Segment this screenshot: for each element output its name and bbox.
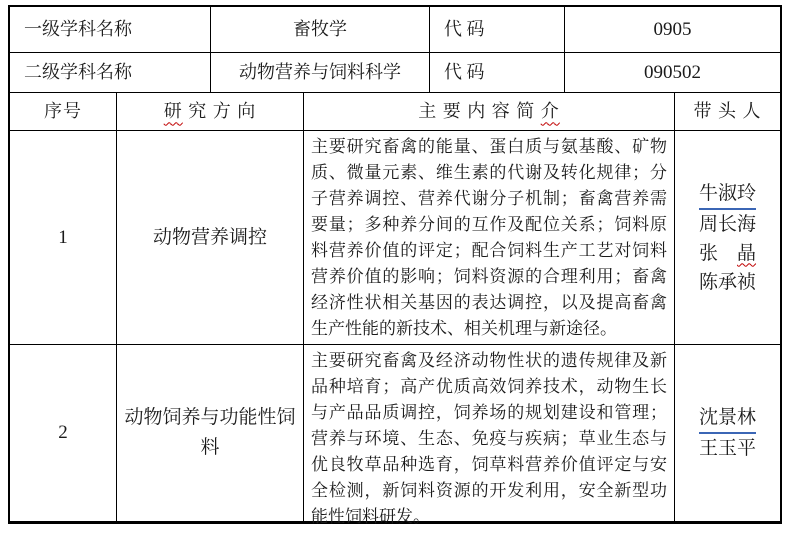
spellcheck-squiggle: 研	[163, 101, 183, 122]
code-label: 代 码	[430, 53, 565, 93]
row-index: 1	[10, 131, 117, 345]
leader-list	[675, 345, 780, 522]
leader-list	[675, 131, 780, 345]
research-direction: 动物营养调控	[117, 131, 304, 345]
discipline-table	[8, 5, 782, 524]
col-header-research-direction	[117, 93, 304, 131]
col-header-main-content	[304, 93, 675, 131]
table-row	[10, 345, 780, 526]
first-level-discipline-value: 畜牧学	[211, 7, 430, 53]
leader-name	[699, 239, 756, 268]
leader-name-linked: 牛淑玲	[699, 179, 756, 210]
row-index: 2	[10, 345, 117, 522]
second-level-discipline-label: 二级学科名称	[10, 53, 211, 93]
second-level-code-value: 090502	[565, 53, 780, 93]
leader-name: 王玉平	[698, 438, 756, 459]
spellcheck-squiggle: 晶	[737, 242, 757, 264]
first-level-code-value: 0905	[565, 7, 780, 53]
research-direction: 动物饲养与功能性饲料	[117, 345, 304, 522]
first-level-discipline-label: 一级学科名称	[10, 7, 211, 53]
col-header-research-direction-text: 究 方 向	[182, 101, 257, 122]
content-summary: 主要研究畜禽及经济动物性状的遗传规律及新品种培育；高产优质高效饲养技术，动物生长与产品品质调控，饲养场的规划建设和管理；营养与环境、生态、免疫与疾病；草业生态与优良牧草品种选育，饲草料营养价值评定与安全检测，新饲料资源的开发利用，安全新型功能性饲料研发。	[304, 345, 675, 522]
leader-name: 陈承祯	[698, 271, 756, 293]
col-header-index: 序号	[10, 93, 117, 131]
info-row	[10, 7, 780, 53]
col-header-leader: 带 头 人	[675, 93, 780, 131]
spellcheck-squiggle: 介	[540, 101, 560, 122]
leader-name: 周长海	[698, 213, 756, 235]
table-row	[10, 131, 780, 345]
second-level-discipline-value: 动物营养与饲料科学	[211, 53, 430, 93]
info-row	[10, 53, 780, 93]
leader-name-part: 张	[698, 242, 737, 264]
leader-name-linked: 沈景林	[699, 403, 756, 434]
code-label: 代 码	[430, 7, 565, 53]
col-header-main-content-text: 主 要 内 容 简	[418, 101, 541, 122]
content-summary: 主要研究畜禽的能量、蛋白质与氨基酸、矿物质、微量元素、维生素的代谢及转化规律；分子营养调控、营养代谢分子机制；畜禽营养需要量；多种养分间的互作及配位关系；饲料原料营养价值的评定；配合饲料生产工艺对饲料营养价值的影响；饲料资源的合理利用；畜禽经济性状相关基因的表达调控，以及提高畜禽生产性能的新技术、相关机理与新途径。	[304, 131, 675, 345]
table-header-row	[10, 93, 780, 131]
